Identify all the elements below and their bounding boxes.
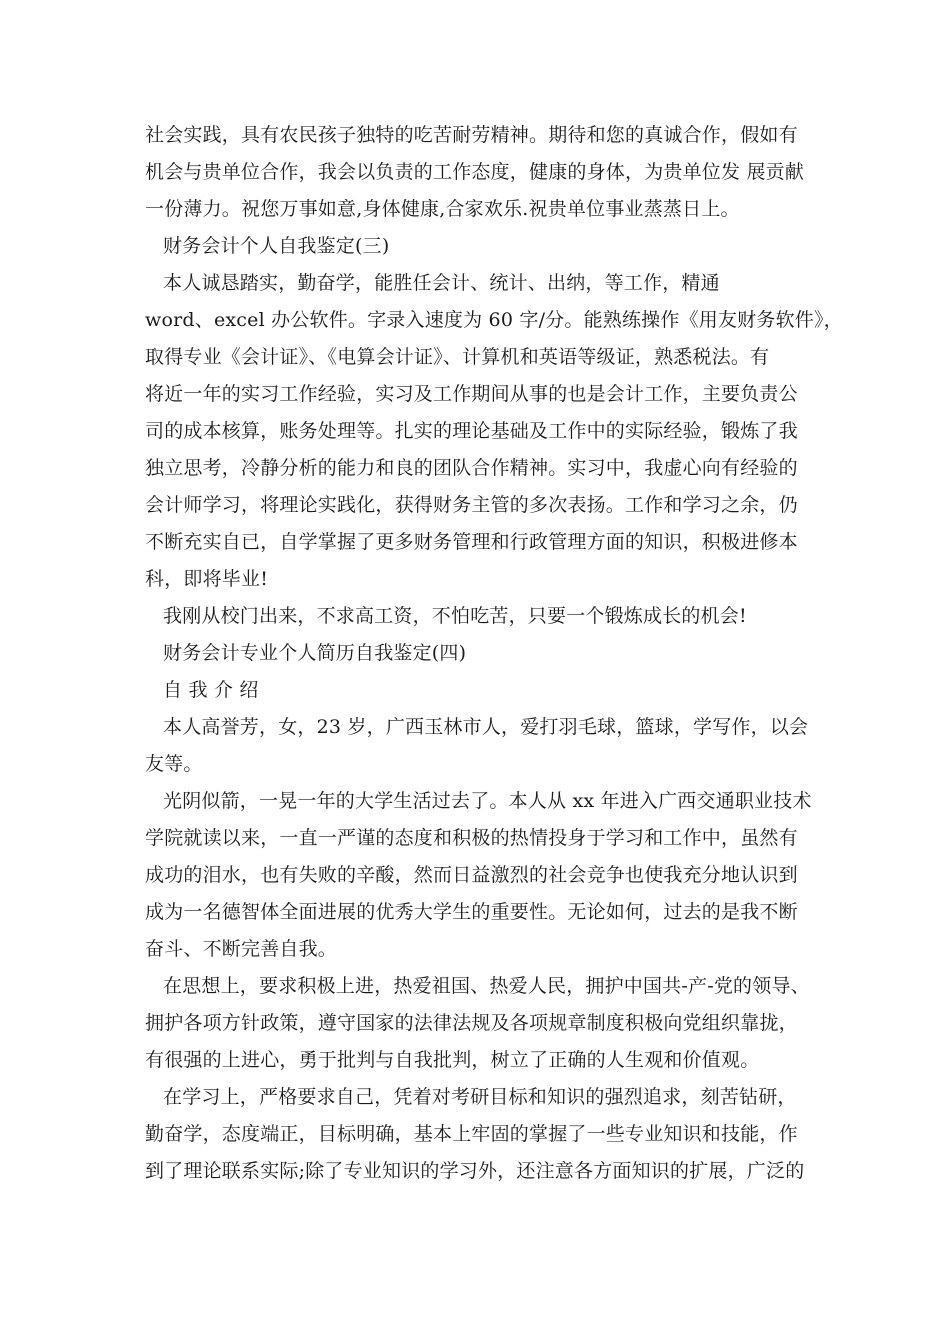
text-line: 到了理论联系实际;除了专业知识的学习外，还注意各方面知识的扩展，广泛的 <box>145 1160 805 1182</box>
text-line: 将近一年的实习工作经验，实习及工作期间从事的也是会计工作，主要负责公 <box>145 383 798 405</box>
text-line: 拥护各项方针政策，遵守国家的法律法规及各项规章制度积极向党组织靠拢， <box>145 1012 798 1034</box>
text-line: 光阴似箭，一晃一年的大学生活过去了。本人从 xx 年进入广西交通职业技术 <box>163 790 812 812</box>
text-line: 会计师学习，将理论实践化，获得财务主管的多次表扬。工作和学习之余，仍 <box>145 494 798 516</box>
text-line: 独立思考，冷静分析的能力和良的团队合作精神。实习中，我虚心向有经验的 <box>145 457 798 479</box>
text-line: 本人诚恳踏实，勤奋学，能胜任会计、统计、出纳，等工作，精通 <box>163 272 720 294</box>
text-line: 司的成本核算，账务处理等。扎实的理论基础及工作中的实际经验，锻炼了我 <box>145 420 798 442</box>
text-line: 科，即将毕业! <box>145 568 269 590</box>
text-line: 成功的泪水，也有失败的辛酸，然而日益激烈的社会竞争也使我充分地认识到 <box>145 864 798 886</box>
text-line: 友等。 <box>145 753 203 775</box>
text-line: 本人高誉芳，女，23 岁，广西玉林市人，爱打羽毛球，篮球，学写作，以会 <box>163 716 809 738</box>
text-line: 勤奋学，态度端正，目标明确，基本上牢固的掌握了一些专业知识和技能，作 <box>145 1123 798 1145</box>
text-line: 一份薄力。祝您万事如意,身体健康,合家欢乐.祝贵单位事业蒸蒸日上。 <box>145 198 740 220</box>
text-line: 在思想上，要求积极上进，热爱祖国、热爱人民，拥护中国共-产-党的领导、 <box>163 975 810 997</box>
text-line: 在学习上，严格要求自己，凭着对考研目标和知识的强烈追求，刻苦钻研， <box>163 1086 797 1108</box>
text-line: 机会与贵单位合作，我会以负责的工作态度，健康的身体，为贵单位发 展贡献 <box>145 161 805 183</box>
text-line: 不断充实自已，自学掌握了更多财务管理和行政管理方面的知识，积极进修本 <box>145 531 798 553</box>
text-line: 我刚从校门出来，不求高工资，不怕吃苦，只要一个锻炼成长的机会! <box>163 605 747 627</box>
text-line: 取得专业《会计证》、《电算会计证》、计算机和英语等级证，熟悉税法。有 <box>145 346 770 368</box>
text-line: 社会实践，具有农民孩子独特的吃苦耐劳精神。期待和您的真诚合作，假如有 <box>145 124 798 146</box>
section-heading: 财务会计专业个人简历自我鉴定(四) <box>163 642 467 664</box>
text-line: word、excel 办公软件。字录入速度为 60 字/分。能熟练操作《用友财务软件》， <box>145 309 843 331</box>
text-line: 学院就读以来，一直一严谨的态度和积极的热情投身于学习和工作中，虽然有 <box>145 827 798 849</box>
subsection-heading: 自 我 介 绍 <box>163 679 259 701</box>
section-heading: 财务会计个人自我鉴定(三) <box>163 235 390 257</box>
text-line: 有很强的上进心，勇于批判与自我批判，树立了正确的人生观和价值观。 <box>145 1049 760 1071</box>
text-line: 成为一名德智体全面进展的优秀大学生的重要性。无论如何，过去的是我不断 <box>145 901 798 923</box>
text-line: 奋斗、不断完善自我。 <box>145 938 338 960</box>
